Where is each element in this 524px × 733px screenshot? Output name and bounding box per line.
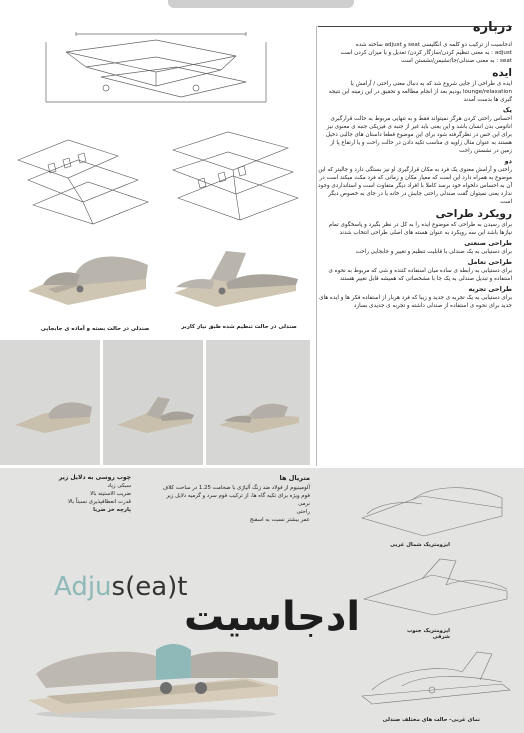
mat-line-3: نرمی — [298, 501, 310, 507]
caption-open: صندلی در حالت تنظیم شده طبق نیاز کاربر — [181, 324, 297, 330]
idea-title: ایده — [492, 67, 512, 79]
about-p1: ادجاسیت از ترکیب دو کلمه ی انگلیسی seat و adjust ساخته شده — [355, 42, 512, 48]
idea-sub2: دو — [504, 157, 512, 165]
isometric-southeast-drawing — [352, 555, 517, 617]
exploded-view-right — [158, 120, 310, 232]
approach-s2: طراحی تعامل — [467, 258, 512, 266]
logo-text — [54, 572, 188, 602]
chair-render-closed — [18, 243, 158, 323]
approach-s3p: برای دستیابی به یک تجربه ی جدید و زیبا که فرد هربار از استفاده فکر ها و ایده های جدید برای نحوه ی استفاده از صندلی داشته و تجربه ی جدیدی بسازد — [319, 295, 512, 309]
caption-closed: صندلی در حالت بسته و آماده ی جابجایی — [40, 326, 150, 332]
mat-line-2: فوم ویژه برای تکیه گاه ها، از ترکیب فوم سرد و گرمیه دلایل زیر — [166, 493, 310, 499]
materials-text — [140, 484, 310, 524]
side-view-drawing — [352, 640, 517, 712]
wood-line-4: پارچه خز ضربا — [93, 507, 131, 513]
isometric-northwest-drawing — [352, 478, 517, 540]
logo-part-1: Adju — [54, 572, 112, 602]
photo-chair-2 — [112, 395, 197, 440]
column-divider — [316, 26, 317, 466]
photo-chair-3 — [214, 395, 304, 440]
mat-line-5: عمر بیشتر نسبت به اسفنج — [249, 517, 310, 523]
wood-line-3: قدرت انعطافپذیری نسبتاً بالا — [67, 499, 131, 505]
approach-title: رویکرد طراحی — [435, 208, 512, 220]
wood-line-1: سبکی زیاد — [107, 483, 131, 489]
materials-title: متریال ها — [279, 474, 310, 482]
idea-sub1: یک — [502, 106, 512, 114]
mat-line-4: راحتی — [296, 509, 310, 515]
about-p3: seat : به معنی صندلی/جا/نشیمن/نشستن است — [401, 58, 512, 64]
approach-s2p: برای دستیابی به رابطه ی ساده میان استفاده کننده و شی که مربوط به نحوه ی استفاده و تبدیل صندلی به یک جا با مشخصاتی که همیشه قابل تغییر هستند — [328, 268, 512, 282]
wood-title: چوب روسی به دلایل زیر — [58, 474, 131, 481]
chair-render-open — [166, 243, 306, 323]
logo-part-2: s(ea)t — [111, 572, 188, 602]
approach-s1p: برای دستیابی به یک صندلی با قابلیت تنظیم و تغییر و جابجایی راحت — [355, 249, 512, 255]
label-view-northwest: ایزومتریک شمال غربی — [390, 542, 450, 548]
about-title: درباره — [472, 20, 512, 35]
technical-drawing-top — [6, 22, 306, 117]
approach-p1: برای رسیدن به طراحی که موضوع ایده را به کل در نظر بگیرد و پاسخگوی تمام نیازها باشد این سه رویکرد به عنوان هسته های اصلی طراحی انتخاب شدند — [328, 222, 512, 236]
idea-p3: راحتی و آرامش معنوی یک فرد به مکان قرارگیری او نیز بستگی دارد و جالبتر که این موضوع به همراه دارد این است که معیار مکان و زمانی که فرد مکث میکند است در آن به احساس دلخواه خود برسد کاملا با افراد دیگر متفاوت است و استانداردی وجود ندارد یعنی نمیتوان گفت صندلی راحتی جایش در خانه یا در جای به خصوص دیگر است — [318, 167, 512, 205]
approach-s3: طراحی تجربه — [468, 285, 512, 293]
hero-chair-render — [16, 622, 286, 722]
wood-text — [36, 474, 131, 514]
about-p2: adjust : به معنی تنظیم کردن/سازگار کردن/ تعدیل و یا میزان کردن است — [340, 50, 512, 56]
persian-title: ادجاسیت — [184, 594, 361, 640]
text-column — [318, 18, 512, 310]
wood-line-2: ضریب الاستیته بالا — [90, 491, 131, 497]
photo-chair-1 — [10, 395, 95, 440]
approach-s1: طراحی صنعتی — [464, 239, 512, 247]
exploded-view-left — [8, 120, 158, 232]
top-scroll-bar — [168, 0, 354, 8]
label-view-west: نمای غربی- حالت های مختلف صندلی — [382, 717, 480, 723]
label-view-southeast: ایزومتریک جنوب شرقی — [406, 628, 450, 640]
idea-p2: احساس راحتی کردن هرگز نمیتواند فقط و به تنهایی مربوط به حالت قرارگیری اناتومی بدن انسان باشد و این یعنی باید غیر از جنبه ی فیزیکی جنبه ی معنوی نیز برای این حس در نظرگرفته شود برای این موضوع قطعا داستان های جالبی دخیل هستند به عنوان مثال زاویه ی مناسب تکیه دادن در حالت راحت و یا ارتفاع پا از زمین در نشستن راحت — [325, 116, 512, 154]
idea-p1: ایده ی طراحی از جایی شروع شد که به دنبال معنی راحتی / آرامش یا lounge/relaxation بودیم بعد از انجام مطالعه و تحقیق در این زمینه این نتیجه گیری ها بدست آمدند — [328, 81, 512, 103]
mat-line-1: آلومینیوم از فولاد ضد زنگ آلیاژی با ضخامت 1.25 در ساخت کلاف — [162, 485, 310, 491]
